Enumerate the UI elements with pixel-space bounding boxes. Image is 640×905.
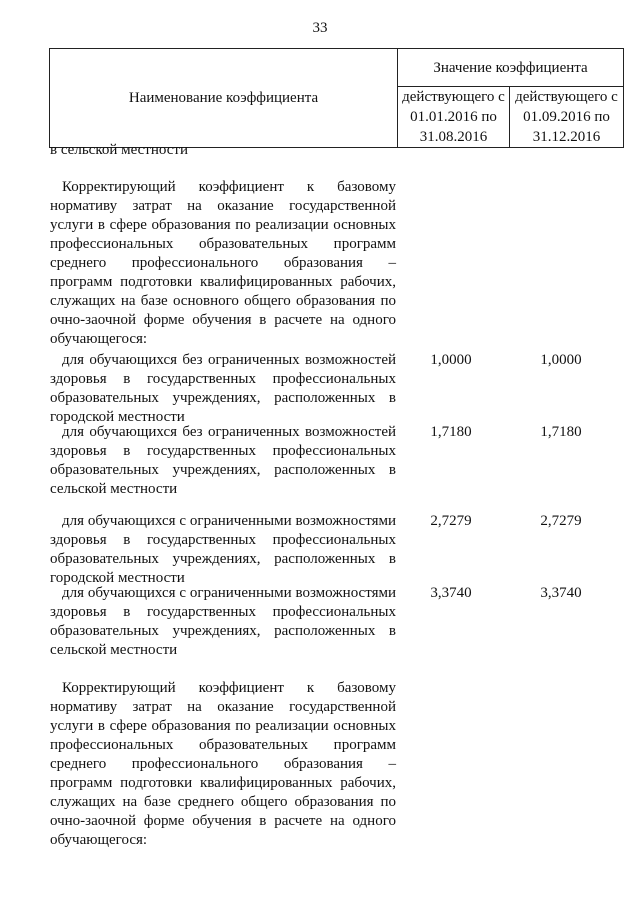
value-period-2: 2,7279 [540,513,582,529]
header-name-column: Наименование коэффициента [50,49,398,148]
value-period-2: 1,7180 [540,424,582,440]
header-period-1: действующего с 01.01.2016 по 31.08.2016 [398,87,510,148]
table-header [49,48,624,148]
row-text: Корректирующий коэффициент к базовому нормативу затрат на оказание государственной услуги в сфере образования по реализации основных профессиональных образовательных программ среднего профессионального образования – программ подготовки квалифицированных рабочих, служащих на базе среднего общего образования по очно-заочной форме обучения в расчете на одного обучающегося: [50,680,396,848]
row-text: для обучающихся с ограниченными возможностями здоровья в государственных профессиональных образовательных учреждениях, расположенных в городской местности [50,513,396,586]
row-text: для обучающихся без ограниченных возможностей здоровья в государственных профессиональных образовательных учреждениях, расположенных в сельской местности [50,424,396,497]
value-period-1: 2,7279 [430,513,472,529]
row-text: для обучающихся без ограниченных возможностей здоровья в государственных профессиональных образовательных учреждениях, расположенных в городской местности [50,352,396,425]
row-text: в сельской местности [50,142,188,158]
value-period-1: 1,7180 [430,424,472,440]
row-text: для обучающихся с ограниченными возможностями здоровья в государственных профессиональных образовательных учреждениях, расположенных в сельской местности [50,585,396,658]
value-period-2: 1,0000 [540,352,582,368]
header-value-group: Значение коэффициента [398,49,624,87]
page-number: 33 [312,20,328,36]
row-text: Корректирующий коэффициент к базовому нормативу затрат на оказание государственной услуги в сфере образования по реализации основных профессиональных образовательных программ среднего профессионального образования – программ подготовки квалифицированных рабочих, служащих на базе основного общего образования по очно-заочной форме обучения в расчете на одного обучающегося: [50,179,396,347]
value-period-1: 3,3740 [430,585,472,601]
value-period-2: 3,3740 [540,585,582,601]
value-period-1: 1,0000 [430,352,472,368]
header-period-2: действующего с 01.09.2016 по 31.12.2016 [510,87,624,148]
